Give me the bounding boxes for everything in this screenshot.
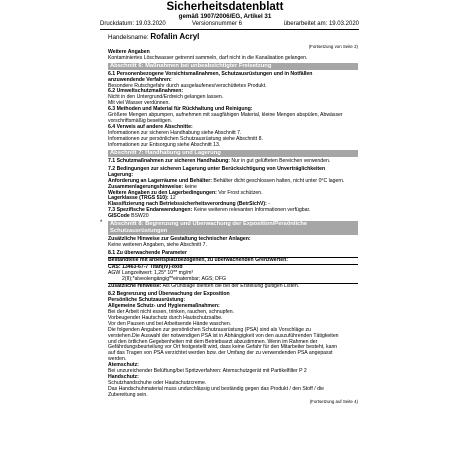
document-title: Sicherheitsdatenblatt: [166, 1, 284, 13]
s61-heading-2: anzuwendende Verfahren:: [108, 76, 172, 83]
s61-text: Besondere Rutschgefahr durch ausgelaufenes/verschüttetes Produkt.: [108, 82, 267, 89]
continued-from: (Fortsetzung von Seite 2): [308, 44, 358, 49]
revision-star: *: [100, 220, 103, 227]
s71-heading: 7.1 Schutzmaßnahmen zur sicheren Handhabung:: [108, 157, 230, 164]
storage-class-label: Lagerklasse (TRGS 510):: [108, 195, 169, 202]
s63-text-2: vorschriftsmäßig beseitigen.: [108, 117, 172, 124]
document-body: [100, 44, 358, 405]
s64-text-3: Informationen zur Entsorgung siehe Abschnitt 13.: [108, 141, 221, 148]
trade-name: [108, 32, 199, 42]
s64-heading: 6.4 Verweis auf andere Abschnitte:: [108, 123, 193, 130]
section-8-title-2: Schutzausrüstungen: [110, 228, 168, 235]
section-7-header: Abschnitt 7: Handhabung und Lagerung: [108, 150, 358, 157]
trade-name-label: Handelsname:: [108, 34, 149, 41]
s64-text-2: Informationen zur persönlichen Schutzausrüstung siehe Abschnitt 8.: [108, 135, 263, 142]
s73-heading: 7.3 Spezifische Endanwendungen:: [108, 207, 193, 214]
continued-on: (Fortsetzung auf Seite 4): [309, 398, 358, 404]
giscode-line: [108, 214, 358, 220]
respiratory-text: Bei unzureichender Belüftung/bei Spritzverfahren: Atemschutzgerät mit Partikelfilter P 2: [108, 368, 307, 375]
print-date: Druckdatum: 19.03.2020: [100, 21, 166, 27]
hand-protection-text-2: Das Handschuhmaterial muss undurchlässig und beständig gegen das Produkt / den Stoff / die: [108, 385, 324, 392]
limits-heading: Bestandteile mit arbeitsplatzbezogenen, zu überwachenden Grenzwerten:: [108, 257, 288, 264]
hygiene-text-7: Gefährdungsbeurteilung vor Ort festgestellt wird, dass keine Gefahr für den Mitarbeiter besteht, kann: [108, 344, 338, 351]
hygiene-text-8: auf das Tragen von PSA verzichtet werden bzw. der Umfang der zu verwendenden PSA angepasst: [108, 350, 333, 357]
tech-heading: Zusätzliche Hinweise zur Gestaltung technischer Anlagen:: [108, 236, 251, 243]
joint-storage-label: Zusammenlagerungshinweise:: [108, 183, 184, 190]
hygiene-text-3: Vor den Pausen und bei Arbeitsende Hände waschen.: [108, 320, 232, 327]
s72-heading-2: Lagerung:: [108, 171, 134, 178]
hygiene-text-4: Die folgenden Angaben zur persönlichen Schutzausrüstung (PSA) sind als Vorschläge zu: [108, 326, 311, 333]
s73-text: Keine weiteren relevanten Informationen verfügbar.: [193, 207, 311, 214]
document-subtitle: gemäß 1907/2006/EG, Artikel 31: [178, 13, 272, 20]
extra-notes-label: Zusätzliche Hinweise:: [108, 282, 162, 289]
giscode-label: GISCode: [108, 213, 130, 220]
s82-heading: 8.2 Begrenzung und Überwachung der Exposition: [108, 291, 230, 298]
s71-line: [108, 159, 358, 165]
s81-heading: 8.1 Zu überwachende Parameter: [108, 250, 187, 257]
version-number: Versionsnummer 6: [192, 21, 243, 27]
hand-protection-text-3: Zubereitung sein.: [108, 391, 148, 398]
section-8-wrap: [100, 220, 358, 235]
trade-name-value: Rofalin Acryl: [150, 32, 200, 41]
storage-requirements-label: Anforderung an Lagerräume und Behälter:: [108, 177, 212, 184]
s63-heading: 6.3 Methoden und Material für Rückhaltung und Reinigung:: [108, 106, 253, 113]
storage-conditions-label: Weitere Angaben zu den Lagerbedingungen:: [108, 189, 217, 196]
tech-text: Keine weiteren Angaben, siehe Abschnitt 7.: [108, 241, 207, 248]
section-8-title-1: Abschnitt 8: Begrenzung und Überwachung der Exposition/Persönliche: [110, 221, 308, 228]
hygiene-text-6: und den örtlichen Gegebenheiten mit dem Betriebsarzt abzustimmen. Wenn im Rahmen der: [108, 338, 318, 345]
header-rule: [100, 29, 359, 30]
storage-requirements-text: Behälter dicht geschlossen halten, nicht unter 0°C lagern.: [213, 177, 345, 184]
agw-value-1: Langzeitwert: 1,25* 10** mg/m³: [122, 270, 194, 277]
hygiene-text-2: Vorbeugender Hautschutz durch Hautschutzsalbe.: [108, 314, 223, 321]
joint-storage-text: keine: [184, 183, 197, 190]
hygiene-text-9: werden.: [108, 356, 127, 363]
s62-heading: 6.2 Umweltschutzmaßnahmen:: [108, 88, 184, 95]
hygiene-text-1: Bei der Arbeit nicht essen, trinken, rauchen, schnupfen.: [108, 309, 235, 316]
s62-text-2: Mit viel Wasser verdünnen.: [108, 100, 170, 107]
hygiene-text-5: verstehen.Die Auswahl der notwendigen PSA ist in Abhängigkeit von den auszuführenden Tätigkeiten: [108, 332, 339, 339]
giscode-value: BSW20: [131, 213, 149, 220]
s64-text-1: Informationen zur sicheren Handhabung siehe Abschnitt 7.: [108, 129, 242, 136]
s61-heading-1: 6.1 Personenbezogene Vorsichtsmaßnahmen, Schutzausrüstungen und in Notfällen: [108, 70, 313, 77]
extra-notes-text: Als Grundlage dienten die bei der Erstellung gültigen Listen.: [162, 282, 300, 289]
section-6-header: Abschnitt 6: Maßnahmen bei unbeabsichtigter Freisetzung: [108, 63, 358, 70]
section-8-header: [108, 221, 358, 235]
hygiene-heading: Allgemeine Schutz- und Hygienemaßnahmen:: [108, 303, 220, 310]
s63-text-1: Größere Mengen abpumpen, aufnehmen mit saugfähigen Material, kleine Mengen abspülen, Abwässer: [108, 112, 343, 119]
s72-heading-1: 7.2 Bedingungen zur sicheren Lagerung unter Berücksichtigung von Unverträglichkeiten: [108, 165, 326, 172]
betrsichv-value: -: [268, 201, 270, 208]
s71-text: Nur in gut gelüfteten Bereichen verwenden.: [231, 157, 331, 164]
agw-values: [122, 271, 226, 283]
ppe-heading: Persönliche Schutzausrüstung:: [108, 297, 186, 304]
betrsichv-label: Klassifizierung nach Betriebssicherheitsverordnung (BetrSichV):: [108, 201, 267, 208]
header-meta-row: [100, 21, 359, 28]
agw-value-2: 2(II);*alveolengängig**einatembar; AGS; DFG: [122, 276, 227, 282]
further-info-heading: Weitere Angaben: [108, 48, 150, 55]
cas-line: CAS: 13463-67-7 Titan(IV)-oxid: [108, 264, 183, 271]
storage-class-value: 12: [170, 195, 176, 202]
agw-label: AGW: [108, 270, 121, 277]
hand-protection-text-1: Schutzhandschuhe oder Hautschutzcreme.: [108, 379, 207, 386]
agw-row: [108, 271, 358, 283]
revised-date: überarbeitet am: 19.03.2020: [283, 21, 359, 27]
storage-conditions-text: Vor Frost schützen.: [218, 189, 263, 196]
further-info-text: Kontaminiertes Löschwasser getrennt sammeln, darf nicht in die Kanalisation gelangen.: [108, 54, 308, 61]
s62-text-1: Nicht in den Untergrund/Erdreich gelangen lassen.: [108, 94, 224, 101]
hand-protection-heading: Handschutz:: [108, 374, 139, 380]
respiratory-heading: Atemschutz:: [108, 362, 139, 369]
